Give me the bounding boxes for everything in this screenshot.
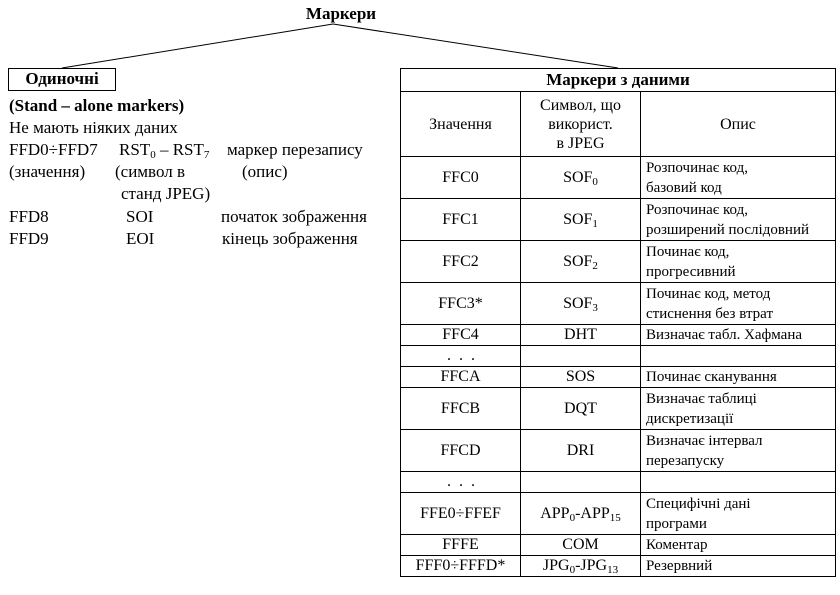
single-row-symbol: SOI xyxy=(126,207,154,226)
table-row xyxy=(401,241,836,283)
single-subtitle: (Stand – alone markers) xyxy=(9,96,185,115)
table-row-ellipsis xyxy=(401,346,836,367)
header-symbol: Символ, що використ. в JPEG xyxy=(521,92,641,157)
cell-ellipsis: . . . xyxy=(401,346,521,367)
table-row xyxy=(401,199,836,241)
cell-description: Розпочинає код, розширений послідовний xyxy=(641,199,836,241)
table-row xyxy=(401,430,836,472)
cell-symbol: $SOF_0$ xyxy=(521,157,641,199)
cell-description: Резервний xyxy=(641,556,836,577)
table-row xyxy=(401,367,836,388)
cell-symbol: $JPG_0-JPG_{13}$ xyxy=(521,556,641,577)
cell-symbol: DHT xyxy=(521,325,641,346)
cell-description: Починає код, прогресивний xyxy=(641,241,836,283)
rst-range-value: FFD0÷FFD7 xyxy=(9,140,98,159)
cell-value: FFC4 xyxy=(401,325,521,346)
legend-symbol-line2: станд JPEG) xyxy=(121,184,211,203)
table-row xyxy=(401,556,836,577)
cell-symbol: SOS xyxy=(521,367,641,388)
cell-value: FFC3* xyxy=(401,283,521,325)
table-row xyxy=(401,325,836,346)
single-no-data: Не мають ніяких даних xyxy=(9,118,178,137)
cell-description: Коментар xyxy=(641,535,836,556)
rst-symbol: $RST_0 - RST_7$ xyxy=(119,140,210,161)
single-row-desc: початок зображення xyxy=(221,207,367,226)
cell-description: Визначає таблиці дискретизації xyxy=(641,388,836,430)
cell-description: Визначає табл. Хафмана xyxy=(641,325,836,346)
single-row-value: FFD8 xyxy=(9,207,49,226)
rst-description: маркер перезапису xyxy=(227,140,363,159)
table-row xyxy=(401,493,836,535)
cell-description: Починає код, метод стиснення без втрат xyxy=(641,283,836,325)
cell-value: FFC2 xyxy=(401,241,521,283)
cell-symbol: COM xyxy=(521,535,641,556)
connector-left xyxy=(62,24,333,68)
cell-symbol: DRI xyxy=(521,430,641,472)
cell-value: FFCA xyxy=(401,367,521,388)
single-markers-box: Одиночні xyxy=(8,68,116,91)
header-value: Значення xyxy=(401,92,521,157)
cell-symbol: $SOF_1$ xyxy=(521,199,641,241)
single-row-value: FFD9 xyxy=(9,229,49,248)
single-row-desc: кінець зображення xyxy=(222,229,358,248)
header-description: Опис xyxy=(641,92,836,157)
table-row xyxy=(401,157,836,199)
table-row xyxy=(401,283,836,325)
legend-description: (опис) xyxy=(242,162,288,181)
legend-symbol-line1: (символ в xyxy=(115,162,186,181)
cell-symbol: $SOF_2$ xyxy=(521,241,641,283)
cell-description: Визначає інтервал перезапуску xyxy=(641,430,836,472)
data-markers-table xyxy=(400,68,836,577)
cell-description: Розпочинає код, базовий код xyxy=(641,157,836,199)
cell-value: FFC0 xyxy=(401,157,521,199)
cell-symbol: $SOF_3$ xyxy=(521,283,641,325)
connector-right xyxy=(333,24,618,68)
table-row xyxy=(401,535,836,556)
table-header-row xyxy=(401,92,836,157)
cell-value: FFF0÷FFFD* xyxy=(401,556,521,577)
table-row xyxy=(401,388,836,430)
legend-value: (значення) xyxy=(9,162,86,181)
cell-ellipsis: . . . xyxy=(401,472,521,493)
cell-value: FFCB xyxy=(401,388,521,430)
cell-value: FFCD xyxy=(401,430,521,472)
cell-value: FFC1 xyxy=(401,199,521,241)
diagram-title: Маркери xyxy=(305,4,377,23)
cell-description: Починає сканування xyxy=(641,367,836,388)
cell-value: FFE0÷FFEF xyxy=(401,493,521,535)
table-row-ellipsis xyxy=(401,472,836,493)
cell-value: FFFE xyxy=(401,535,521,556)
data-markers-caption: Маркери з даними xyxy=(401,69,836,92)
single-row-symbol: EOI xyxy=(126,229,155,248)
cell-symbol: $APP_0-APP_{15}$ xyxy=(521,493,641,535)
cell-description: Специфічні дані програми xyxy=(641,493,836,535)
cell-symbol: DQT xyxy=(521,388,641,430)
